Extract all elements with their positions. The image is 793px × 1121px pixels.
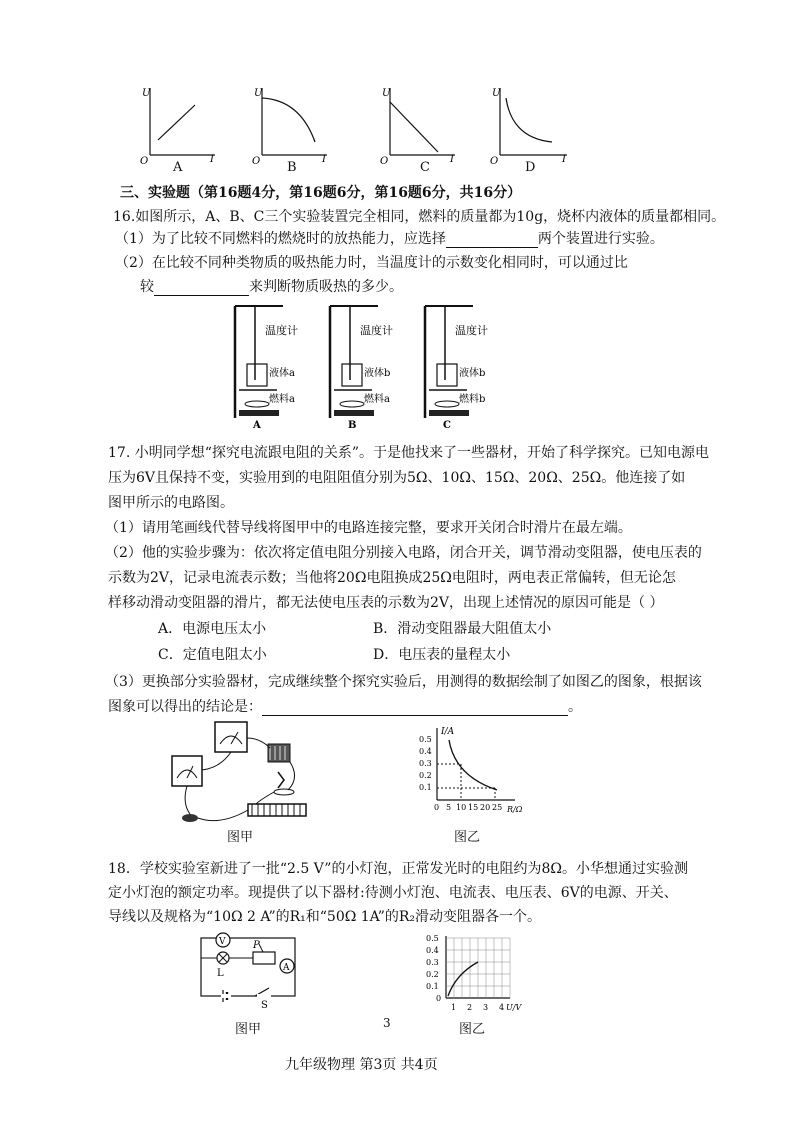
q17-part2-line3: 样移动滑动变阻器的滑片，都无法使电压表的示数为2V，出现上述情况的原因可能是（ ） [108, 595, 664, 611]
q16-stem: 16.如图所示，A、B、C三个实验装置完全相同，燃料的质量都为10g，烧杯内液体的质量都相同。 [113, 209, 726, 225]
q17-option-d[interactable]: D．电压表的量程太小 [373, 647, 511, 663]
y-tick: 0.5 [419, 735, 432, 744]
graph-c [380, 88, 455, 167]
axis-i-label: I [210, 154, 214, 165]
x-tick: 25 [492, 803, 503, 812]
q16-part1-blank[interactable] [446, 247, 538, 248]
q17-circuit-apparatus [160, 718, 320, 830]
graph-a [140, 88, 215, 167]
graph-b-label: B [287, 160, 297, 175]
q16-part1 [115, 230, 664, 248]
q17-option-b[interactable]: B．滑动变阻器最大阻值太小 [373, 621, 552, 637]
y-tick: 0.2 [426, 970, 439, 979]
q17-part3-line2 [108, 698, 582, 716]
y-tick: 0.1 [426, 982, 439, 991]
option-graphs [120, 80, 580, 175]
liquid-label: 液体b [364, 368, 391, 379]
q16-part2-text: 较 [140, 279, 154, 295]
q16-part2-line2 [140, 278, 403, 296]
axis-i-label: I [562, 154, 566, 165]
origin-label: O [380, 156, 389, 167]
page-mark: 3 [383, 1016, 391, 1030]
q16-apparatus-figure [225, 300, 505, 430]
x-tick: 5 [446, 803, 452, 812]
axis-i-label: I [322, 154, 326, 165]
q16-part1-text: （1）为了比较不同燃料的燃烧时的放热能力，应选择 [115, 231, 446, 247]
q17-fig-right-caption: 图乙 [454, 830, 481, 845]
thermometer-label: 温度计 [360, 324, 393, 337]
origin-label: O [252, 156, 261, 167]
slider-label: P [253, 940, 260, 951]
axis-u-label: U [142, 88, 151, 99]
thermometer-label: 温度计 [265, 324, 298, 337]
axis-u-label: U [254, 88, 263, 99]
x-axis-label: R/Ω [507, 805, 523, 814]
apparatus-label: B [348, 420, 357, 430]
graph-c-label: C [420, 160, 430, 175]
x-tick: 15 [468, 803, 479, 812]
q17-part3-text: 图象可以得出的结论是： [108, 699, 262, 715]
q17-part3-text-end: 。 [568, 699, 582, 715]
fuel-label: 燃料a [364, 394, 390, 405]
q17-line1: 17. 小明同学想“探究电流跟电阻的关系”。于是他找来了一些器材，开始了科学探究。已知电源电 [108, 445, 710, 461]
y-tick: 0.2 [419, 771, 432, 780]
ammeter-label: A [283, 963, 290, 973]
x-tick: 2 [467, 1003, 473, 1012]
x-tick: 3 [483, 1003, 489, 1012]
apparatus-a [235, 306, 298, 430]
graph-a-label: A [173, 160, 183, 175]
x-tick: 4 [499, 1003, 505, 1012]
q17-line3: 图甲所示的电路图。 [108, 495, 234, 511]
apparatus-label: C [443, 420, 451, 430]
section-title: 三、实验题（第16题4分，第16题6分，第16题6分，共16分） [120, 185, 522, 201]
apparatus-b [330, 306, 393, 430]
q17-option-a[interactable]: A．电源电压太小 [158, 621, 267, 637]
y-tick: 0.5 [426, 934, 439, 943]
q16-part2-text-end: 来判断物质吸热的多少。 [249, 279, 403, 295]
fuel-label: 燃料a [269, 394, 295, 405]
y-tick: 0.4 [419, 747, 432, 756]
q18-line2: 定小灯泡的额定功率。现提供了以下器材:待测小灯泡、电流表、电压表、6V的电源、开关、 [108, 885, 678, 901]
apparatus-label: A [253, 420, 261, 430]
lamp-label: L [217, 968, 224, 979]
q17-option-c[interactable]: C．定值电阻太小 [158, 647, 267, 663]
apparatus-c [425, 306, 488, 430]
x-tick: 0 [434, 803, 440, 812]
q18-circuit-diagram [195, 928, 305, 1008]
switch-label: S [261, 1000, 268, 1008]
q16-part1-text-end: 两个装置进行实验。 [537, 231, 664, 247]
axis-i-label: I [450, 154, 454, 165]
q18-line3: 导线以及规格为“10Ω 2 A”的R₁和“50Ω 1A”的R₂滑动变阻器各一个。 [108, 909, 542, 925]
fuel-label: 燃料b [459, 394, 486, 405]
origin-label: O [140, 156, 149, 167]
q17-part2-line2: 示数为2V，记录电流表示数；当他将20Ω电阻换成25Ω电阻时，两电表正常偏转，但无论怎 [108, 570, 676, 586]
q17-fig-left-caption: 图甲 [227, 830, 254, 845]
q17-part3-blank[interactable] [262, 715, 568, 716]
q17-part2-line1: （2）他的实验步骤为：依次将定值电阻分别接入电路，闭合开关，调节滑动变阻器，使电压表的 [105, 545, 702, 561]
voltmeter-label: V [219, 937, 226, 947]
q17-part3-line1: （3）更换部分实验器材，完成继续整个探究实验后，用测得的数据绘制了如图乙的图象，根据该 [105, 674, 702, 690]
page-footer: 九年级物理 第3页 共4页 [285, 1057, 438, 1073]
q18-fig-right-caption: 图乙 [459, 1022, 486, 1037]
thermometer-label: 温度计 [455, 324, 488, 337]
liquid-label: 液体b [459, 368, 486, 379]
q18-line1: 18．学校实验室新进了一批“2.5 V”的小灯泡，正常发光时的电阻约为8Ω。小华想通过实验测 [108, 861, 688, 877]
q16-part2-blank[interactable] [154, 295, 249, 296]
x-tick: 20 [480, 803, 491, 812]
q18-fig-left-caption: 图甲 [235, 1022, 262, 1037]
q17-part1: （1）请用笔画线代替导线将图甲中的电路连接完整，要求开关闭合时滑片在最左端。 [105, 520, 632, 536]
liquid-label: 液体a [269, 368, 295, 379]
axis-u-label: U [382, 88, 391, 99]
x-axis-label: U/V [506, 1003, 522, 1012]
graph-d [490, 88, 567, 167]
q18-iu-graph [418, 928, 528, 1018]
x-tick: 10 [456, 803, 467, 812]
y-tick: 0.4 [426, 946, 439, 955]
graph-b [252, 88, 327, 167]
y-axis-label: I/A [441, 727, 455, 737]
x-tick: 1 [451, 1003, 457, 1012]
y-tick: 0.1 [419, 783, 432, 792]
y-tick: 0.3 [419, 759, 432, 768]
graph-d-label: D [525, 160, 536, 175]
origin-label: O [490, 156, 499, 167]
q17-line2: 压为6V且保持不变，实验用到的电阻阻值分别为5Ω、10Ω、15Ω、20Ω、25Ω。他连接了如 [108, 470, 686, 486]
axis-u-label: U [492, 88, 501, 99]
q17-ir-graph [415, 722, 535, 822]
y-tick: 0.3 [426, 958, 439, 967]
y-tick: 0 [436, 994, 442, 1003]
q16-part2-line1: （2）在比较不同种类物质的吸热能力时，当温度计的示数变化相同时，可以通过比 [115, 255, 628, 271]
